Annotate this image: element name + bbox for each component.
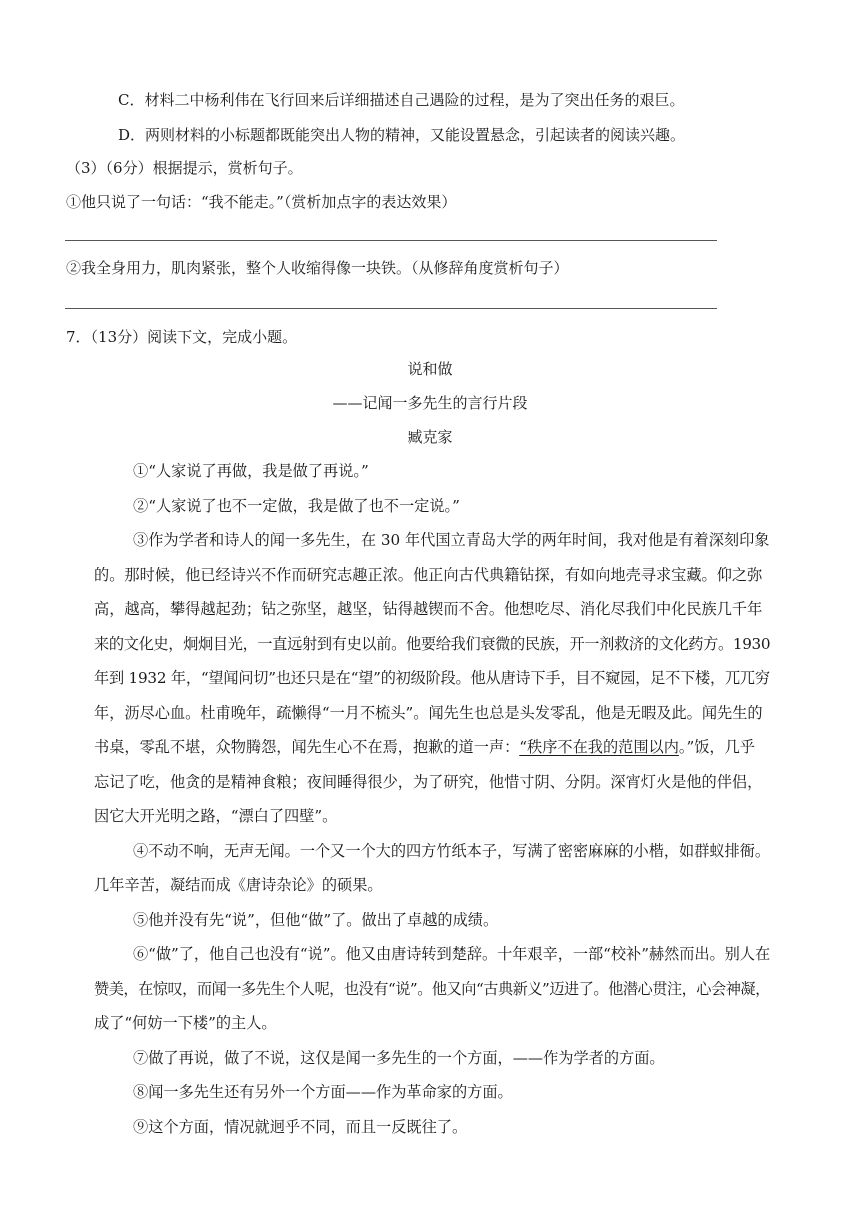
question-7-stem: 7．（13分）阅读下文，完成小题。 [66, 328, 298, 346]
paragraph-6-line: 赞美，在惊叹，而闻一多先生个人呢，也没有“说”。他又向“古典新义”迈进了。他潜心贯注，心会神凝， [94, 980, 770, 998]
paragraph-3-text-after: 。”饭，几乎 [678, 738, 755, 756]
paragraph-5: ⑤他并没有先“说”，但他“做”了。做出了卓越的成绩。 [133, 911, 499, 929]
article-author: 臧克家 [407, 428, 453, 446]
question-3-stem: （3）（6分）根据提示，赏析句子。 [66, 159, 303, 177]
paragraph-1: ①“人家说了再做，我是做了再说。” [133, 462, 369, 480]
option-d: D．两则材料的小标题都既能突出人物的精神，又能设置悬念，引起读者的阅读兴趣。 [118, 126, 686, 144]
paragraph-9: ⑨这个方面，情况就迥乎不同，而且一反既往了。 [133, 1118, 468, 1136]
paragraph-2: ②“人家说了也不一定做，我是做了也不一定说。” [133, 497, 460, 515]
paragraph-3-line: 忘记了吃，他贪的是精神食粮；夜间睡得很少，为了研究，他惜寸阴、分阴。深宵灯火是他的伴侣， [94, 773, 763, 791]
question-3-item-1: ①他只说了一句话：“我不能走。”（赏析加点字的表达效果） [66, 193, 457, 211]
underlined-quote: “秩序不在我的范围以内 [519, 738, 679, 756]
paragraph-6-line: 成了“何妨一下楼”的主人。 [94, 1014, 277, 1032]
paragraph-4-line: 几年辛苦，凝结而成《唐诗杂论》的硕果。 [94, 876, 383, 894]
answer-line-1[interactable] [65, 240, 717, 241]
article-subtitle: ——记闻一多先生的言行片段 [332, 394, 528, 412]
answer-line-2[interactable] [65, 308, 717, 309]
paragraph-3-line: ③作为学者和诗人的闻一多先生，在 30 年代国立青岛大学的两年时间，我对他是有着深刻印象 [133, 531, 770, 549]
paragraph-3-line: 的。那时候，他已经诗兴不作而研究志趣正浓。他正向古代典籍钻探，有如向地壳寻求宝藏。仰之弥 [94, 566, 763, 584]
paragraph-3-line: 高，越高，攀得越起劲；钻之弥坚，越坚，钻得越锲而不舍。他想吃尽、消化尽我们中化民族几千年 [94, 600, 763, 618]
paragraph-3-line: 来的文化史，炯炯目光，一直远射到有史以前。他要给我们衰微的民族，开一剂救济的文化药方。1930 [94, 635, 771, 653]
question-3-item-2: ②我全身用力，肌肉紧张，整个人收缩得像一块铁。（从修辞角度赏析句子） [66, 259, 569, 277]
paragraph-3-line: 因它大开光明之路，“漂白了四壁”。 [94, 807, 338, 825]
paragraph-3-line: 年到 1932 年，“望闻问切”也还只是在“望”的初级阶段。他从唐诗下手，目不窥园，足不下楼，兀兀穷 [94, 669, 770, 687]
paragraph-3-line: 年，沥尽心血。杜甫晚年，疏懒得“一月不梳头”。闻先生也总是头发零乱，他是无暇及此。闻先生的 [94, 704, 763, 722]
option-c: C．材料二中杨利伟在飞行回来后详细描述自己遇险的过程，是为了突出任务的艰巨。 [118, 91, 685, 109]
paragraph-6-line: ⑥“做”了，他自己也没有“说”。他又由唐诗转到楚辞。十年艰辛，一部“校补”赫然而出。别人在 [133, 945, 771, 963]
paragraph-8: ⑧闻一多先生还有另外一个方面——作为革命家的方面。 [133, 1083, 513, 1101]
paragraph-3-line-quote [94, 737, 755, 757]
paragraph-7: ⑦做了再说，做了不说，这仅是闻一多先生的一个方面，——作为学者的方面。 [133, 1049, 665, 1067]
paragraph-3-text: 书桌，零乱不堪，众物腾怨，闻先生心不在焉，抱歉的道一声： [94, 738, 520, 756]
article-title: 说和做 [407, 360, 453, 378]
paragraph-4-line: ④不动不响，无声无闻。一个又一个大的四方竹纸本子，写满了密密麻麻的小楷，如群蚁排衙。 [133, 842, 771, 860]
